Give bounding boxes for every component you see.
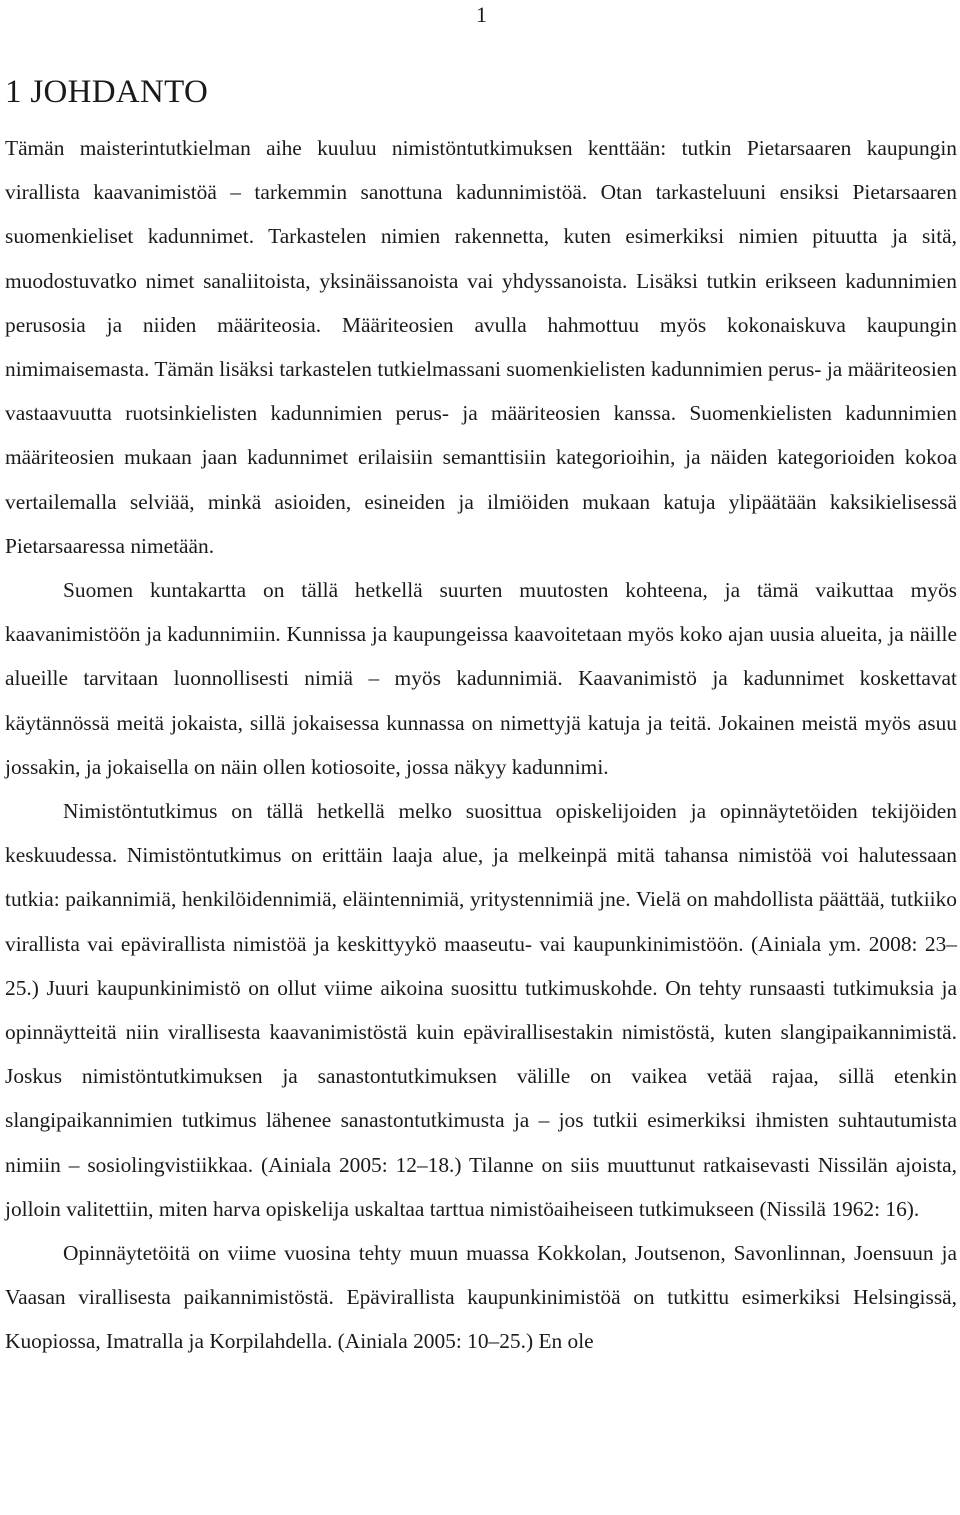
page-number: 1	[476, 2, 487, 27]
paragraph-intro: Tämän maisterintutkielman aihe kuuluu nimistöntutkimuksen kenttään: tutkin Pietarsaaren kaupungin virallista kaavanimistöä – tarkemmin sanottuna kadunnimistöä. Otan tarkasteluuni ensiksi Pietarsaaren suomenkieliset kadunnimet. Tarkastelen nimien rakennetta, kuten esimerkiksi nimien pituutta ja sitä, muodostuvatko nimet sanaliitoista, yksinäissanoista vai yhdyssanoista. Lisäksi tutkin erikseen kadunnimien perusosia ja niiden määriteosia. Määriteosien avulla hahmottuu myös kokonaiskuva kaupungin nimimaisemasta. Tämän lisäksi tarkastelen tutkielmassani suomenkielisten kadunnimien perus- ja määriteosien vastaavuutta ruotsinkielisten kadunnimien perus- ja määriteosien kanssa. Suomenkielisten kadunnimien määriteosien mukaan jaan kadunnimet erilaisiin semanttisiin kategorioihin, ja näiden kategorioiden kokoa vertailemalla selviää, minkä asioiden, esineiden ja ilmiöiden mukaan katuja ylipäätään kaksikielisessä Pietarsaaressa nimetään.	[5, 136, 957, 558]
paragraph-municipal-map: Suomen kuntakartta on tällä hetkellä suurten muutosten kohteena, ja tämä vaikuttaa myös kaavanimistöön ja kadunnimiin. Kunnissa ja kaupungeissa kaavoitetaan myös koko ajan uusia alueita, ja näille alueille tarvitaan luonnollisesti nimiä – myös kadunnimiä. Kaavanimistö ja kadunnimet koskettavat käytännössä meitä jokaista, sillä jokaisessa kunnassa on nimettyjä katuja ja teitä. Jokainen meistä myös asuu jossakin, ja jokaisella on näin ollen kotiosoite, jossa näkyy kadunnimi.	[5, 578, 957, 779]
document-body	[5, 126, 957, 1364]
chapter-heading: 1 JOHDANTO	[5, 74, 209, 110]
paragraph-theses: Opinnäytetöitä on viime vuosina tehty muun muassa Kokkolan, Joutsenon, Savonlinnan, Joensuun ja Vaasan virallisesta paikannimistöstä. Epävirallista kaupunkinimistöä on tutkittu esimerkiksi Helsingissä, Kuopiossa, Imatralla ja Korpilahdella. (Ainiala 2005: 10–25.) En ole	[5, 1241, 957, 1354]
paragraph-name-research: Nimistöntutkimus on tällä hetkellä melko suosittua opiskelijoiden ja opinnäytetöiden tekijöiden keskuudessa. Nimistöntutkimus on erittäin laaja alue, ja melkeinpä mitä tahansa nimistöä voi halutessaan tutkia: paikannimiä, henkilöidennimiä, eläintennimiä, yritystennimiä jne. Vielä on mahdollista päättää, tutkiiko virallista vai epävirallista nimistöä ja keskittyykö maaseutu- vai kaupunkinimistöön. (Ainiala ym. 2008: 23–25.) Juuri kaupunkinimistö on ollut viime aikoina suosittu tutkimuskohde. On tehty runsaasti tutkimuksia ja opinnäytteitä niin virallisesta kaavanimistöstä kuin epävirallisestakin nimistöstä, kuten slangipaikannimistä. Joskus nimistöntutkimuksen ja sanastontutkimuksen välille on vaikea vetää rajaa, sillä etenkin slangipaikannimien tutkimus lähenee sanastontutkimusta ja – jos tutkii esimerkiksi ihmisten suhtautumista nimiin – sosiolingvistiikkaa. (Ainiala 2005: 12–18.) Tilanne on siis muuttunut ratkaisevasti Nissilän ajoista, jolloin valitettiin, miten harva opiskelija uskaltaa tarttua nimistöaiheiseen tutkimukseen (Nissilä 1962: 16).	[5, 799, 957, 1221]
